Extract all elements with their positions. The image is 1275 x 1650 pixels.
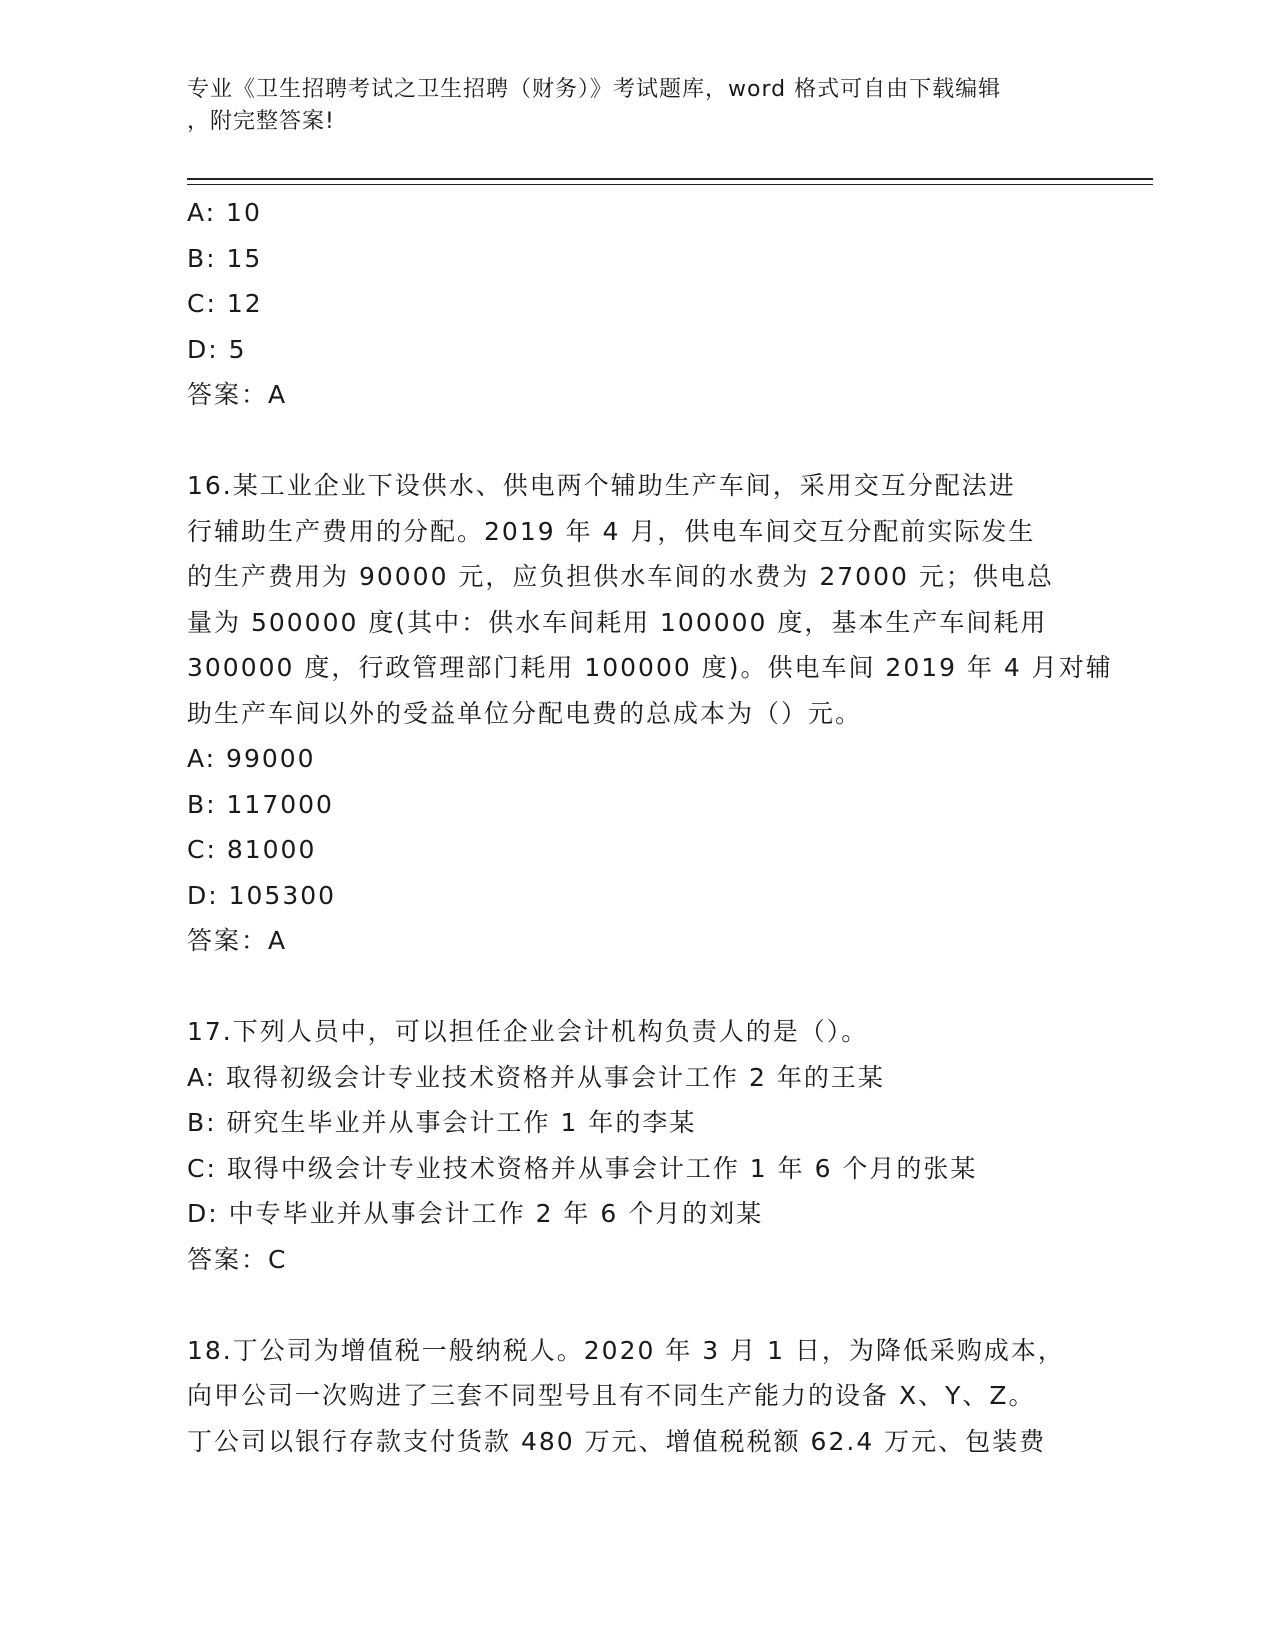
spacer (187, 418, 1087, 464)
option-a: A: 10 (187, 198, 262, 227)
option-d: D: 中专毕业并从事会计工作 2 年 6 个月的刘某 (187, 1199, 764, 1228)
question-17 (187, 1009, 1087, 1282)
question-text-line: 助生产车间以外的受益单位分配电费的总成本为（）元。 (187, 698, 863, 728)
header-line-2: ，附完整答案! (187, 109, 335, 134)
question-text-line: 300000 度，行政管理部门耗用 100000 度)。供电车间 2019 年 4 月对辅 (187, 653, 1113, 682)
spacer (187, 964, 1087, 1010)
option-a: A: 取得初级会计专业技术资格并从事会计工作 2 年的王某 (187, 1062, 885, 1092)
question-15 (187, 190, 1087, 418)
option-b: B: 117000 (187, 789, 334, 819)
question-text-line: 量为 500000 度(其中：供水车间耗用 100000 度，基本生产车间耗用 (187, 607, 1048, 637)
document-header (187, 74, 1087, 138)
answer-line: 答案：C (187, 1244, 288, 1274)
question-text (187, 1328, 1087, 1465)
question-text-line: 向甲公司一次购进了三套不同型号且有不同生产能力的设备 X、Y、Z。 (187, 1381, 1036, 1410)
option-c: C: 取得中级会计专业技术资格并从事会计工作 1 年 6 个月的张某 (187, 1153, 978, 1183)
question-18 (187, 1328, 1087, 1465)
question-list (187, 190, 1113, 1464)
option-d: D: 5 (187, 334, 247, 364)
question-text (187, 1009, 1087, 1055)
option-d: D: 105300 (187, 880, 337, 910)
question-text-line: 的生产费用为 90000 元，应负担供水车间的水费为 27000 元；供电总 (187, 562, 1054, 591)
header-rule-thick (187, 178, 1153, 180)
question-text (187, 463, 1113, 736)
answer-line: 答案：A (187, 380, 288, 409)
question-text-line: 18.丁公司为增值税一般纳税人。2020 年 3 月 1 日，为降低采购成本， (187, 1335, 1065, 1365)
question-16 (187, 463, 1113, 964)
question-text-line: 16.某工业企业下设供水、供电两个辅助生产车间，采用交互分配法进 (187, 471, 1016, 500)
header-rule-thin (187, 184, 1153, 185)
option-c: C: 81000 (187, 835, 317, 864)
question-text-line: 行辅助生产费用的分配。2019 年 4 月，供电车间交互分配前实际发生 (187, 516, 1036, 546)
option-a: A: 99000 (187, 744, 316, 773)
question-text-line: 丁公司以银行存款支付货款 480 万元、增值税税额 62.4 万元、包装费 (187, 1426, 1047, 1456)
answer-line: 答案：A (187, 926, 288, 955)
header-line-1: 专业《卫生招聘考试之卫生招聘（财务）》考试题库，word 格式可自由下载编辑 (187, 77, 1002, 102)
spacer (187, 1282, 1087, 1328)
option-c: C: 12 (187, 289, 263, 318)
option-b: B: 15 (187, 243, 263, 273)
option-b: B: 研究生毕业并从事会计工作 1 年的李某 (187, 1108, 697, 1137)
question-text-line: 17.下列人员中，可以担任企业会计机构负责人的是（）。 (187, 1017, 869, 1046)
